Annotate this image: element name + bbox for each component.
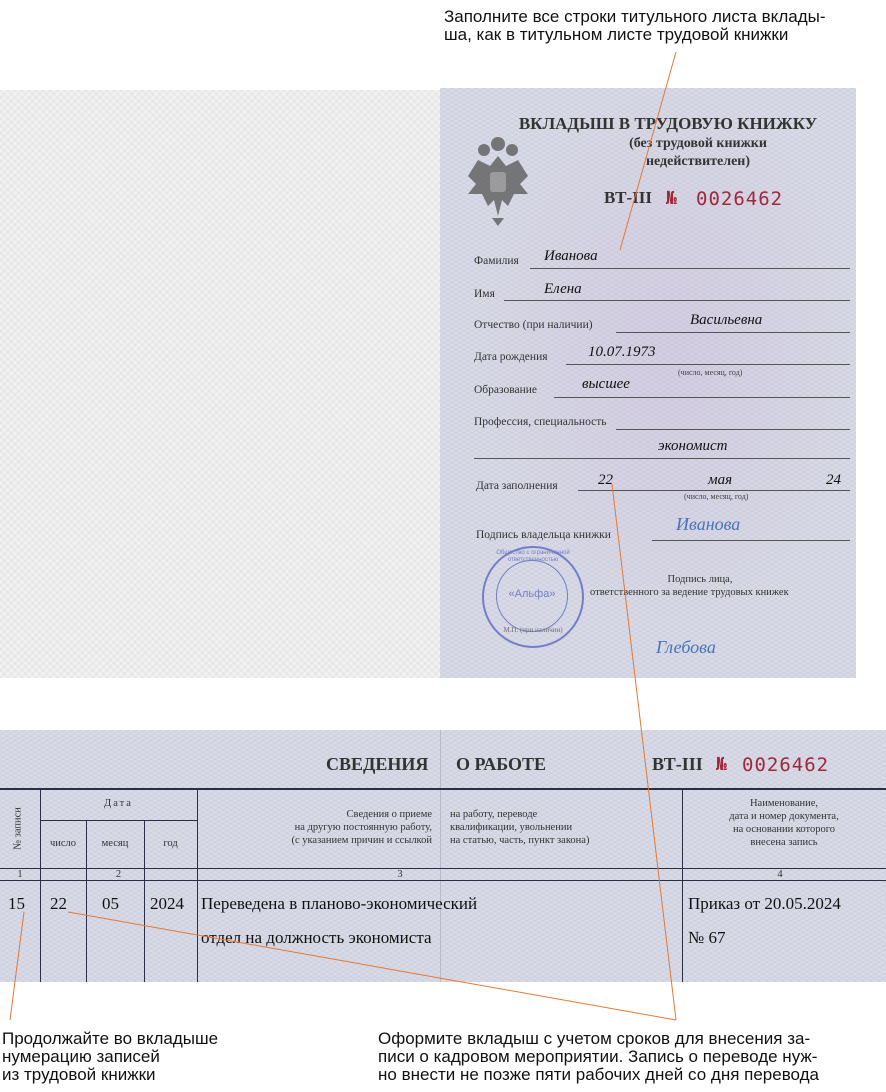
name-label: Имя: [474, 288, 495, 300]
patronymic-label: Отчество (при наличии): [474, 319, 593, 331]
entry-day: 22: [50, 894, 67, 913]
surname-label: Фамилия: [474, 255, 519, 267]
col-info-right-3: на статью, часть, пункт закона): [450, 835, 590, 846]
fill-month: мая: [708, 472, 733, 488]
col-document-4: внесена запись: [750, 837, 818, 848]
entry-doc-2: № 67: [688, 928, 726, 947]
name-value: Елена: [544, 281, 582, 297]
surname-value: Иванова: [544, 248, 598, 264]
top-annotation-line1: Заполните все строки титульного листа вклады-: [444, 7, 826, 26]
col-entry-number: № записи: [12, 807, 24, 850]
fill-date-label: Дата заполнения: [476, 480, 558, 492]
left-annotation-line3: из трудовой книжки: [2, 1065, 156, 1084]
profession-label: Профессия, специальность: [474, 416, 607, 428]
leader-right-entry: [68, 912, 676, 1020]
entry-text-2: отдел на должность экономиста: [201, 928, 432, 947]
col-month: месяц: [101, 838, 129, 849]
stamp-center-text: «Альфа»: [508, 588, 556, 600]
left-annotation-line1: Продолжайте во вкладыше: [2, 1029, 219, 1048]
stamp-ring-text: Общество с ограниченной ответственностью: [496, 550, 570, 563]
responsible-label-1: Подпись лица,: [667, 574, 733, 585]
entry-text-1: Переведена в планово-экономический: [201, 894, 478, 913]
education-label: Образование: [474, 384, 538, 396]
work-number-sign: №: [716, 754, 727, 775]
leader-right-stamp: [612, 484, 676, 1020]
entry-month: 05: [102, 894, 119, 913]
stamp-mp-text: М.П. (при наличии): [503, 626, 563, 634]
insert-subtitle-2: недействителен): [645, 154, 751, 169]
leader-top: [620, 52, 676, 250]
leader-left: [10, 912, 24, 1020]
owner-signature: Иванова: [676, 514, 741, 534]
entry-number: 15: [8, 894, 25, 913]
insert-subtitle-1: (без трудовой книжки: [629, 136, 767, 151]
birth-hint: (число, месяц, год): [678, 368, 743, 377]
patronymic-value: Васильевна: [690, 312, 763, 328]
birth-value: 10.07.1973: [588, 344, 656, 360]
col-day: число: [49, 838, 77, 849]
work-heading-right: О РАБОТЕ: [456, 754, 546, 774]
work-number: 0026462: [742, 754, 830, 776]
col-number-2: 2: [115, 869, 122, 880]
right-annotation-line1: Оформите вкладыш с учетом сроков для внесения за-: [378, 1029, 811, 1048]
work-series: ВТ-III: [652, 754, 703, 774]
responsible-label-2: ответственного за ведение трудовых книжек: [590, 587, 789, 598]
col-info-right-1: на работу, переводе: [450, 809, 538, 820]
right-annotation: [378, 1030, 884, 1084]
col-info-left-1: Сведения о приеме: [346, 809, 432, 820]
series-label: ВТ-III: [604, 188, 652, 207]
number-sign: №: [666, 188, 677, 209]
owner-signature-label: Подпись владельца книжки: [476, 529, 611, 541]
education-value: высшее: [582, 376, 630, 392]
col-info-right-2: квалификации, увольнении: [450, 822, 573, 833]
entry-doc-1: Приказ от 20.05.2024: [688, 894, 841, 913]
work-heading-left: СВЕДЕНИЯ: [326, 754, 429, 774]
left-annotation-line2: нумерацию записей: [2, 1047, 160, 1066]
birth-label: Дата рождения: [474, 351, 548, 363]
col-number-4: 4: [777, 869, 783, 880]
col-document-1: Наименование,: [749, 798, 819, 809]
col-number-3: 3: [397, 869, 403, 880]
col-info-left-2: на другую постоянную работу,: [294, 822, 432, 833]
col-date: Дата: [104, 798, 133, 809]
insert-title: ВКЛАДЫШ В ТРУДОВУЮ КНИЖКУ: [518, 114, 818, 133]
top-annotation-line2: ша, как в титульном листе трудовой книжки: [444, 25, 789, 44]
left-annotation: [2, 1030, 302, 1084]
fill-day: 22: [598, 472, 613, 488]
entry-year: 2024: [150, 894, 184, 913]
col-number-1: 1: [17, 869, 23, 880]
fill-year: 24: [826, 472, 841, 488]
col-document-2: дата и номер документа,: [729, 811, 839, 822]
right-annotation-line3: но внести не позже пяти рабочих дней со дня перевода: [378, 1065, 819, 1084]
col-document-3: на основании которого: [732, 824, 836, 835]
col-year: год: [163, 838, 178, 849]
responsible-signature: Глебова: [656, 637, 716, 657]
profession-value: экономист: [658, 438, 728, 454]
fill-date-hint: (число, месяц, год): [684, 492, 749, 501]
col-info-left-3: (с указанием причин и ссылкой: [291, 835, 432, 846]
right-annotation-line2: писи о кадровом мероприятии. Запись о переводе нуж-: [378, 1047, 818, 1066]
insert-number: 0026462: [696, 188, 784, 210]
